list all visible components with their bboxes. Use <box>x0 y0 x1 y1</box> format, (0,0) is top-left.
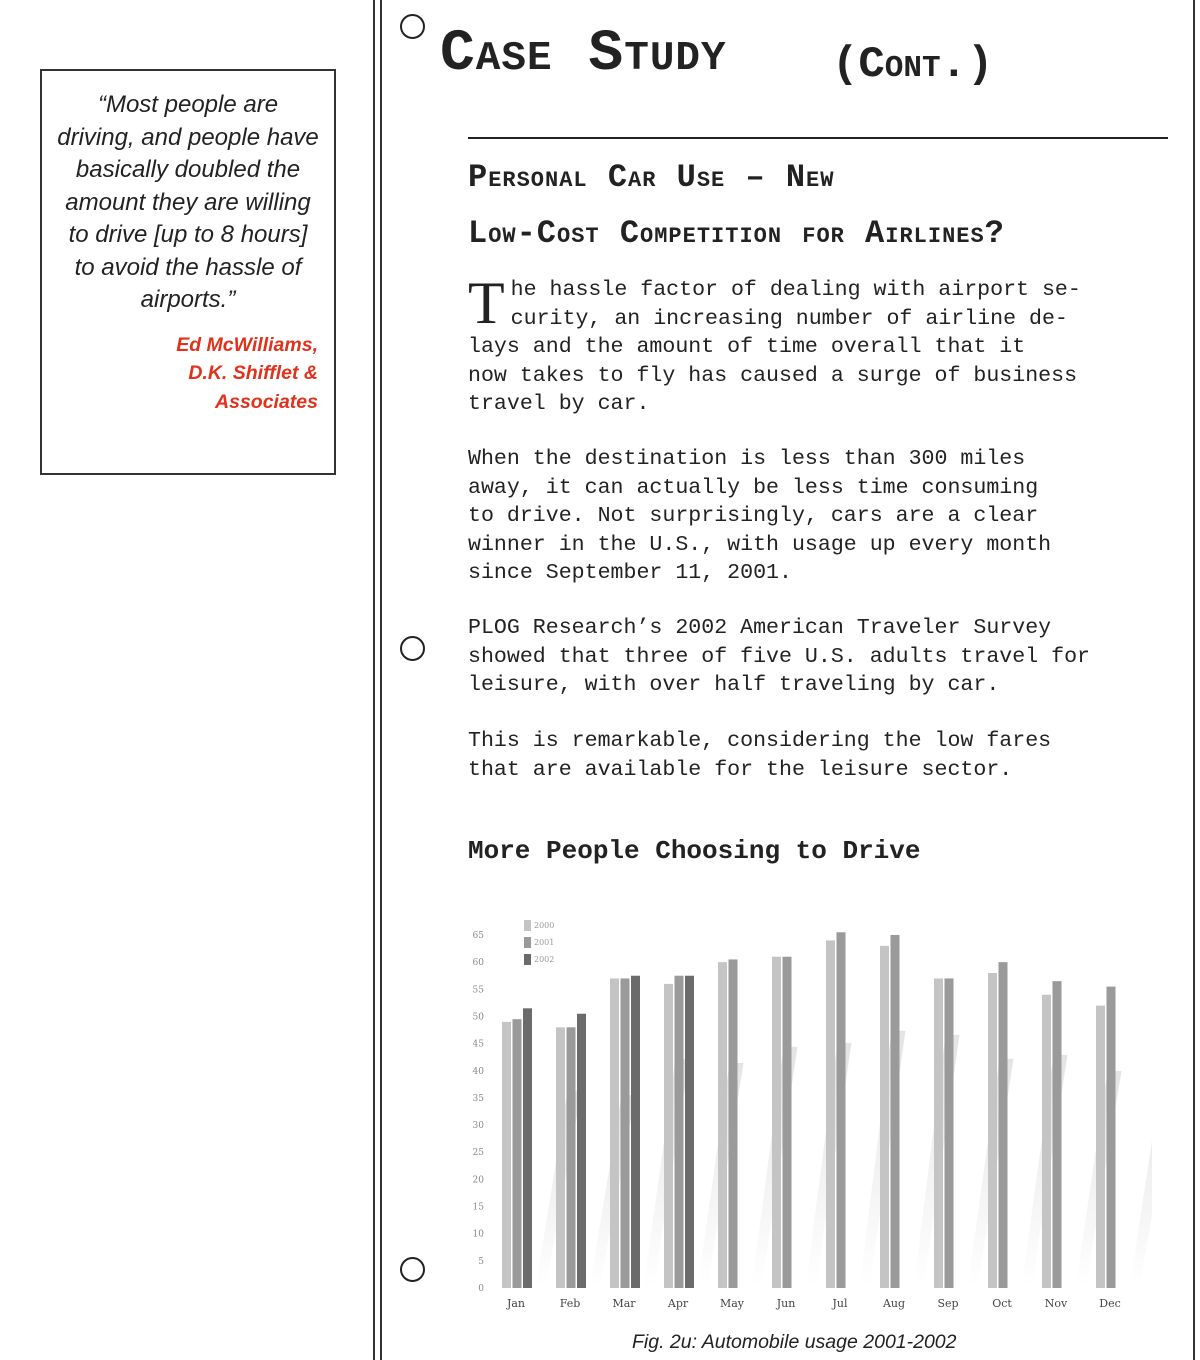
x-tick-label: Jun <box>776 1297 796 1310</box>
binder-frame-line-outer <box>373 0 375 1360</box>
bar <box>664 984 673 1288</box>
legend-swatch <box>524 937 531 948</box>
binder-hole <box>400 636 425 661</box>
bar <box>880 946 889 1288</box>
bar <box>718 962 727 1288</box>
text-line: to drive. Not surprisingly, cars are a clear <box>468 504 1039 529</box>
y-tick-label: 50 <box>472 1012 484 1023</box>
x-tick-label: Feb <box>559 1297 581 1310</box>
y-tick-label: 45 <box>472 1039 484 1050</box>
drop-cap: T <box>468 270 505 336</box>
bar <box>610 978 619 1288</box>
page-right-border <box>1193 0 1195 1360</box>
paragraph-2 <box>468 445 1168 588</box>
x-tick-label: Jan <box>506 1297 526 1310</box>
text-line: away, it can actually be less time consuming <box>468 475 1039 500</box>
bar <box>1042 995 1051 1288</box>
y-tick-label: 55 <box>472 985 484 996</box>
text-line: When the destination is less than 300 miles <box>468 447 1026 471</box>
binder-frame-line-inner <box>380 0 382 1360</box>
section-heading-line: Personal Car Use – New <box>468 159 835 196</box>
bar <box>567 1027 576 1288</box>
x-tick-label: Nov <box>1044 1297 1068 1310</box>
attribution-line: Ed McWilliams, <box>176 333 318 356</box>
bar <box>675 976 684 1288</box>
y-tick-label: 60 <box>472 958 484 969</box>
paragraph-3 <box>468 614 1168 700</box>
bar <box>988 973 997 1288</box>
y-tick-label: 5 <box>478 1256 484 1267</box>
text-line: PLOG Research’s 2002 American Traveler Survey <box>468 616 1052 640</box>
text-line: curity, an increasing number of airline de- <box>510 306 1068 331</box>
pull-quote-text: “Most people are driving, and people have basically doubled the amount they are willing to drive [up to 8 hours] to avoid the hassle of airports.” <box>57 91 319 313</box>
x-tick-label: Apr <box>667 1297 689 1310</box>
x-tick-label: Jul <box>832 1297 848 1310</box>
bar <box>934 978 943 1288</box>
y-tick-label: 15 <box>472 1202 484 1213</box>
text-line: since September 11, 2001. <box>468 561 792 586</box>
x-tick-label: May <box>719 1297 745 1310</box>
legend-swatch <box>524 920 531 931</box>
text-line: he hassle factor of dealing with airport se- <box>510 278 1081 302</box>
bar <box>1096 1006 1105 1288</box>
figure-caption: Fig. 2u: Automobile usage 2001-2002 <box>632 1331 957 1353</box>
y-tick-label: 35 <box>472 1093 484 1104</box>
chart-title: More People Choosing to Drive <box>468 836 921 866</box>
legend-label: 2002 <box>534 955 555 964</box>
bar <box>631 976 640 1288</box>
header-rule <box>468 137 1168 139</box>
bar <box>523 1008 532 1288</box>
binder-hole <box>400 14 425 39</box>
bar <box>783 957 792 1288</box>
legend-swatch <box>524 954 531 965</box>
paragraph-1 <box>468 270 1168 419</box>
text-line: travel by car. <box>468 392 650 417</box>
y-tick-label: 0 <box>478 1284 484 1294</box>
bar <box>556 1027 565 1288</box>
text-line: leisure, with over half traveling by car. <box>468 673 1000 698</box>
x-tick-label: Aug <box>882 1297 906 1310</box>
text-line: winner in the U.S., with usage up every month <box>468 532 1052 557</box>
bar <box>1107 987 1116 1288</box>
y-tick-label: 20 <box>472 1175 484 1186</box>
bar <box>577 1014 586 1288</box>
text-line: now takes to fly has caused a surge of business <box>468 363 1078 388</box>
bar-chart <box>462 910 1152 1315</box>
text-line: lays and the amount of time overall that it <box>468 335 1026 360</box>
bar <box>502 1022 511 1288</box>
bar <box>729 959 738 1288</box>
bar-shadow <box>1130 1079 1153 1288</box>
paragraph-4 <box>468 727 1168 784</box>
x-tick-label: Mar <box>612 1297 636 1310</box>
y-tick-label: 10 <box>472 1229 484 1240</box>
page-title: Case Study <box>440 22 727 87</box>
attribution-line: Associates <box>215 390 318 413</box>
y-tick-label: 40 <box>472 1066 484 1077</box>
binder-hole <box>400 1257 425 1282</box>
bar <box>891 935 900 1288</box>
legend-label: 2000 <box>534 921 555 930</box>
bar <box>945 978 954 1288</box>
text-line: This is remarkable, considering the low fares <box>468 729 1052 753</box>
bar <box>1053 981 1062 1288</box>
quote-attribution <box>56 331 320 417</box>
y-tick-label: 30 <box>472 1121 484 1132</box>
bar <box>837 932 846 1288</box>
bar <box>826 940 835 1288</box>
section-heading <box>468 150 1005 262</box>
legend-label: 2001 <box>534 938 555 947</box>
bar <box>685 976 694 1288</box>
x-tick-label: Oct <box>992 1297 1012 1310</box>
bar <box>999 962 1008 1288</box>
bar <box>513 1019 522 1288</box>
y-tick-label: 25 <box>472 1148 484 1159</box>
y-tick-label: 65 <box>472 931 484 941</box>
page-title-continued: (Cont.) <box>832 40 994 90</box>
attribution-line: D.K. Shifflet & <box>188 362 318 384</box>
x-tick-label: Dec <box>1099 1297 1121 1310</box>
bar <box>772 957 781 1288</box>
bar <box>621 978 630 1288</box>
text-line: showed that three of five U.S. adults travel for <box>468 644 1091 669</box>
x-tick-label: Sep <box>937 1297 959 1310</box>
pull-quote-box <box>40 69 336 475</box>
text-line: that are available for the leisure sector. <box>468 757 1013 782</box>
section-heading-line: Low-Cost Competition for Airlines? <box>468 215 1005 252</box>
